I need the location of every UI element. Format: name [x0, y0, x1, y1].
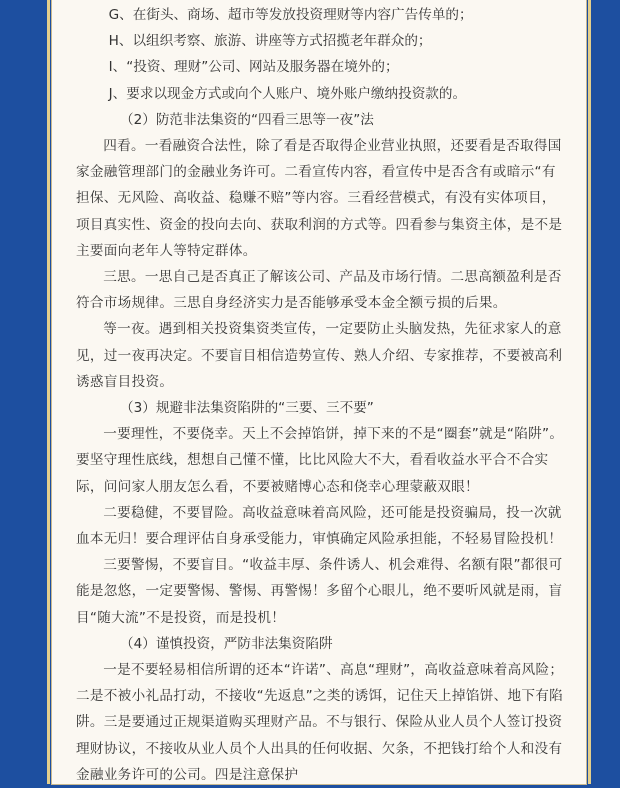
article-frame: [52, 0, 586, 784]
paragraph-be-rational: 一要理性，不要侥幸。天上不会掉馅饼，掉下来的不是“圈套”就是“陷阱”。要坚守理性底线，想想自己懂不懂，比比风险大不大，看看收益水平合不合实际，问问家人朋友怎么看，不要被赌博心态和侥幸心理蒙蔽双眼！: [76, 426, 564, 495]
section-heading-4: （4）谨慎投资，严防非法集资陷阱: [120, 635, 333, 652]
section-heading-3: （3）规避非法集资陷阱的“三要、三不要”: [120, 400, 374, 417]
paragraph-wait-one-night: 等一夜。遇到相关投资集资类宣传，一定要防止头脑发热，先征求家人的意见，过一夜再决定。不要盲目相信造势宣传、熟人介绍、专家推荐，不要被高利诱惑盲目投资。: [76, 321, 563, 390]
list-item-i: I、“投资、理财”公司、网站及服务器在境外的；: [108, 59, 399, 76]
article-body: [76, 0, 568, 788]
list-item-j: J、要求以现金方式或向个人账户、境外账户缴纳投资款的。: [108, 85, 467, 102]
paragraph-invest-carefully: 一是不要轻易相信所谓的还本“许诺”、高息“理财”，高收益意味着高风险；二是不被小礼品打动，不接收“先返息”之类的诱饵，记住天上掉馅饼、地下有陷阱。三是要通过正规渠道购买理财产品。不与银行、保险从业人员个人签订投资理财协议，不接收从业人员个人出具的任何收据、欠条，不把钱打给个人和没有金融业务许可的公司。四是注意保护: [76, 662, 564, 783]
list-item-h: H、以组织考察、旅游、讲座等方式招揽老年群众的；: [108, 33, 432, 50]
paragraph-four-looks: 四看。一看融资合法性，除了看是否取得企业营业执照，还要看是否取得国家金融管理部门的金融业务许可。二看宣传内容，看宣传中是否含有或暗示“有担保、无风险、高收益、稳赚不赔”等内容。三看经营模式，有没有实体项目，项目真实性、资金的投向去向、获取利润的方式等。四看参与集资主体，是不是主要面向老年人等特定群体。: [76, 138, 563, 259]
paragraph-be-alert: 三要警惕，不要盲目。“收益丰厚、条件诱人、机会难得、名额有限”都很可能是忽悠，一定要警惕、警惕、再警惕！多留个心眼儿，绝不要听风就是雨，盲目“随大流”不是投资，而是投机！: [76, 557, 563, 626]
section-heading-2: （2）防范非法集资的“四看三思等一夜”法: [120, 111, 374, 128]
list-item-g: G、在街头、商场、超市等发放投资理财等内容广告传单的；: [108, 7, 473, 23]
paragraph-be-steady: 二要稳健，不要冒险。高收益意味着高风险，还可能是投资骗局，投一次就血本无归！要合理评估自身承受能力，审慎确定风险承担能，不轻易冒险投机！: [76, 504, 563, 548]
paragraph-three-thoughts: 三思。一思自己是否真正了解该公司、产品及市场行情。二思高额盈利是否符合市场规律。三思自身经济实力是否能够承受本金全额亏损的后果。: [76, 269, 562, 312]
